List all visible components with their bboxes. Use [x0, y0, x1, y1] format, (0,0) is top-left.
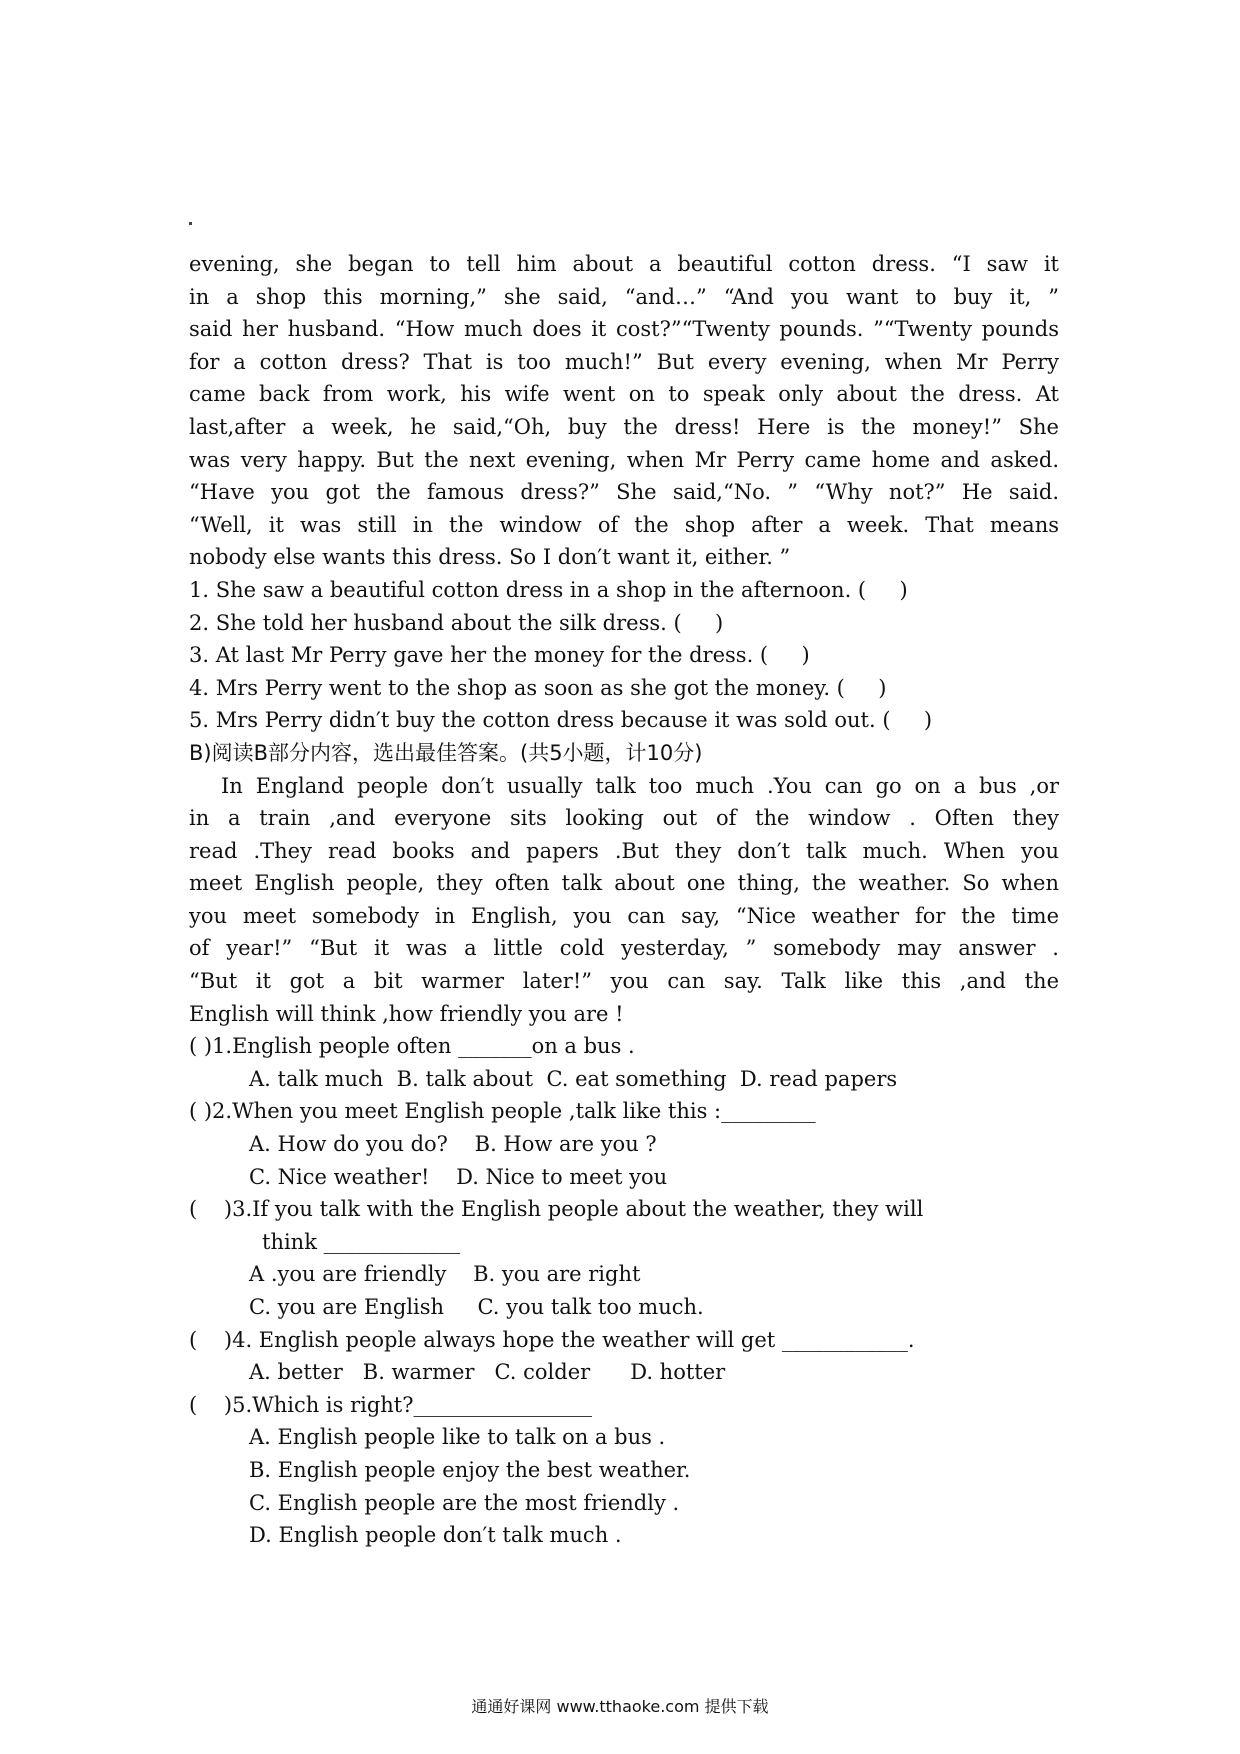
question-stem: ( )3.If you talk with the English people about the weather, they will [189, 1197, 924, 1222]
passage-line: meet English people, they often talk about one thing, the weather. So when [189, 871, 1059, 896]
passage-line: in a shop this morning,” she said, “and…” “And you want to buy it, ” [189, 284, 1059, 309]
passage-line: last,after a week, he said,“Oh, buy the dress! Here is the money!” She [189, 414, 1059, 439]
passage-line: “Well, it was still in the window of the shop after a week. That means [189, 512, 1059, 537]
tf-question: 1. She saw a beautiful cotton dress in a shop in the afternoon. ( ) [189, 577, 908, 602]
question-stem: ( )4. English people always hope the weather will get ____________. [189, 1327, 915, 1352]
passage-line: “Have you got the famous dress?” She said,“No. ” “Why not?” He said. [189, 480, 1059, 505]
section-b-heading: B)阅读B部分内容，选出最佳答案。(共5小题，计10分) [189, 740, 703, 765]
tf-question: 4. Mrs Perry went to the shop as soon as she got the money. ( ) [189, 675, 887, 700]
answer-options: A. better B. warmer C. colder D. hotter [249, 1360, 726, 1385]
tf-question: 5. Mrs Perry didn′t buy the cotton dress because it was sold out. ( ) [189, 708, 933, 733]
question-stem: ( )5.Which is right?_________________ [189, 1392, 592, 1417]
tf-question: 2. She told her husband about the silk dress. ( ) [189, 610, 724, 635]
passage-line: came back from work, his wife went on to speak only about the dress. At [189, 382, 1059, 407]
passage-line: read .They read books and papers .But they don′t talk much. When you [189, 838, 1059, 863]
footer: 通通好课网 www.tthaoke.com 提供下载 [471, 1697, 769, 1716]
tf-question: 3. At last Mr Perry gave her the money for the dress. ( ) [189, 643, 810, 668]
passage-line: “But it got a bit warmer later!” you can say. Talk like this ,and the [189, 969, 1059, 994]
answer-options: A. How do you do? B. How are you ? [249, 1132, 657, 1157]
passage-line: In England people don′t usually talk too much .You can go on a bus ,or [221, 773, 1059, 798]
answer-options: D. English people don′t talk much . [249, 1523, 622, 1548]
passage-line: nobody else wants this dress. So I don′t want it, either. ” [189, 545, 791, 570]
answer-options: A. English people like to talk on a bus . [249, 1425, 666, 1450]
document-body [189, 248, 1059, 1552]
answer-options: C. Nice weather! D. Nice to meet you [249, 1164, 668, 1189]
passage-line: was very happy. But the next evening, when Mr Perry came home and asked. [189, 447, 1059, 472]
page-dot [189, 222, 192, 225]
multiple-choice-questions [189, 1030, 1059, 1552]
answer-options: A .you are friendly B. you are right [249, 1262, 641, 1287]
question-stem: ( )1.English people often _______on a bus . [189, 1034, 635, 1059]
answer-options: C. you are English C. you talk too much. [249, 1295, 704, 1319]
passage-line: for a cotton dress? That is too much!” But every evening, when Mr Perry [189, 349, 1059, 374]
answer-options: B. English people enjoy the best weather. [249, 1457, 691, 1482]
passage-line: you meet somebody in English, you can say, “Nice weather for the time [189, 903, 1059, 928]
answer-options: C. English people are the most friendly . [249, 1490, 680, 1515]
passage-a [189, 248, 1059, 574]
answer-options: A. talk much B. talk about C. eat something D. read papers [249, 1066, 898, 1091]
passage-line: of year!” “But it was a little cold yesterday, ” somebody may answer . [189, 936, 1059, 961]
true-false-questions [189, 574, 1059, 737]
passage-b [189, 770, 1059, 1031]
passage-line: English will think ,how friendly you are ! [189, 1001, 624, 1026]
question-stem: ( )2.When you meet English people ,talk like this :_________ [189, 1099, 816, 1124]
passage-line: evening, she began to tell him about a beautiful cotton dress. “I saw it [189, 252, 1059, 276]
question-stem-cont: think _____________ [262, 1229, 461, 1254]
passage-line: said her husband. “How much does it cost?”“Twenty pounds. ”“Twenty pounds [189, 317, 1059, 342]
passage-line: in a train ,and everyone sits looking out of the window . Often they [189, 806, 1059, 831]
